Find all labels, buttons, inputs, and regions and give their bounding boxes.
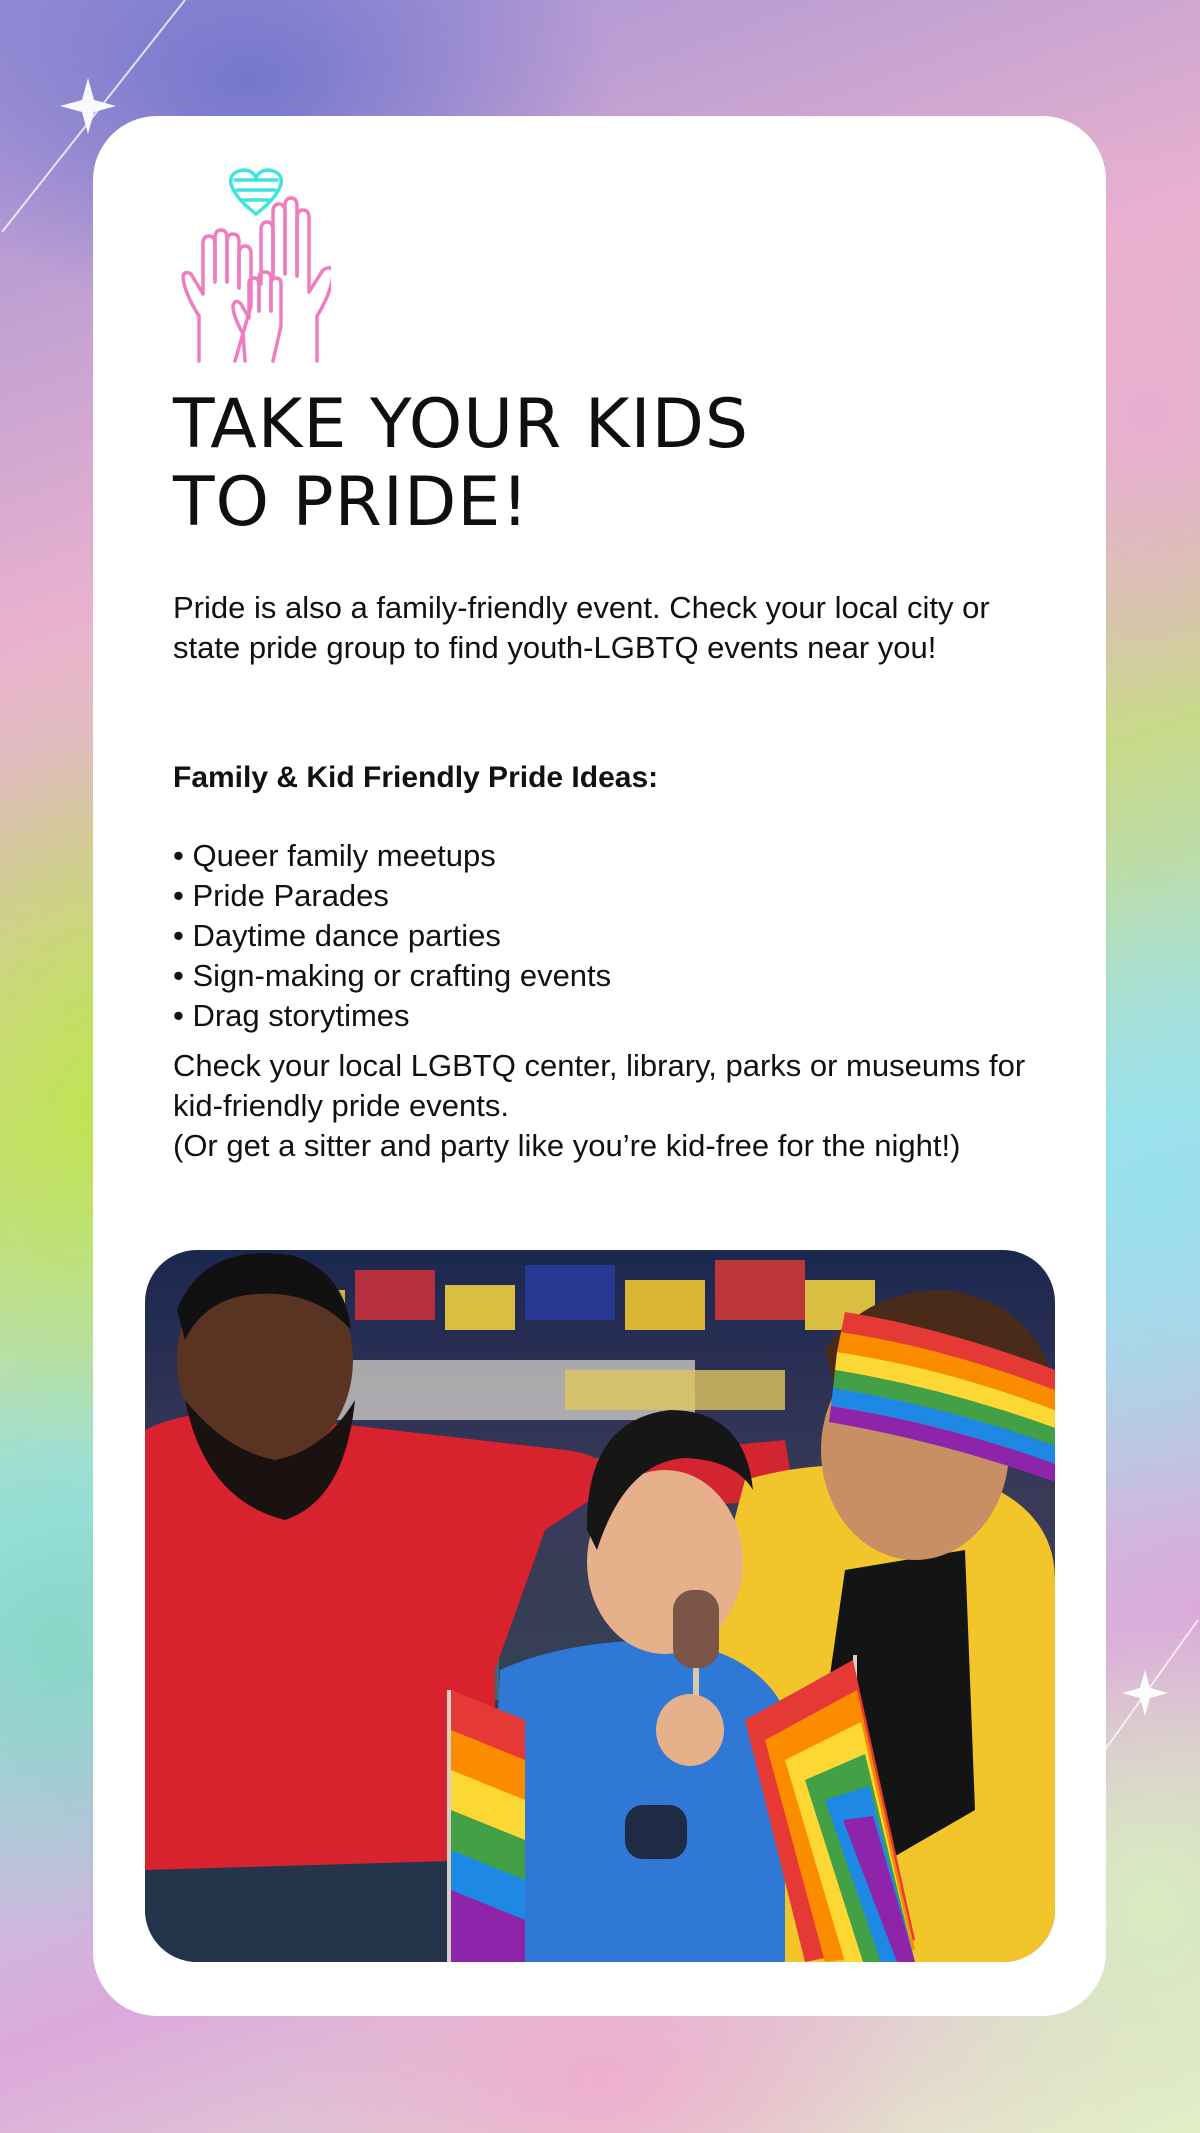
list-item: • Drag storytimes [173,996,611,1036]
list-item: • Sign-making or crafting events [173,956,611,996]
title-line: TO PRIDE! [173,463,530,542]
title-line: TAKE YOUR KIDS [173,385,750,464]
outro-paragraph [173,1046,1033,1166]
outro-line: (Or get a sitter and party like you’re kid-free for the night!) [173,1128,961,1163]
list-item: • Daytime dance parties [173,916,611,956]
hands-with-heart-icon [181,166,331,366]
family-at-pride-photo [145,1250,1055,1962]
outro-line: Check your local LGBTQ center, library, parks or museums for kid-friendly pride events. [173,1048,1026,1123]
content-card [93,116,1106,2016]
ideas-list [173,836,611,1036]
ideas-heading: Family & Kid Friendly Pride Ideas: [173,761,659,794]
list-item: • Pride Parades [173,876,611,916]
page-title [173,386,749,542]
intro-paragraph: Pride is also a family-friendly event. Check your local city or state pride group to find youth-LGBTQ events near you! [173,590,990,665]
list-item: • Queer family meetups [173,836,611,876]
